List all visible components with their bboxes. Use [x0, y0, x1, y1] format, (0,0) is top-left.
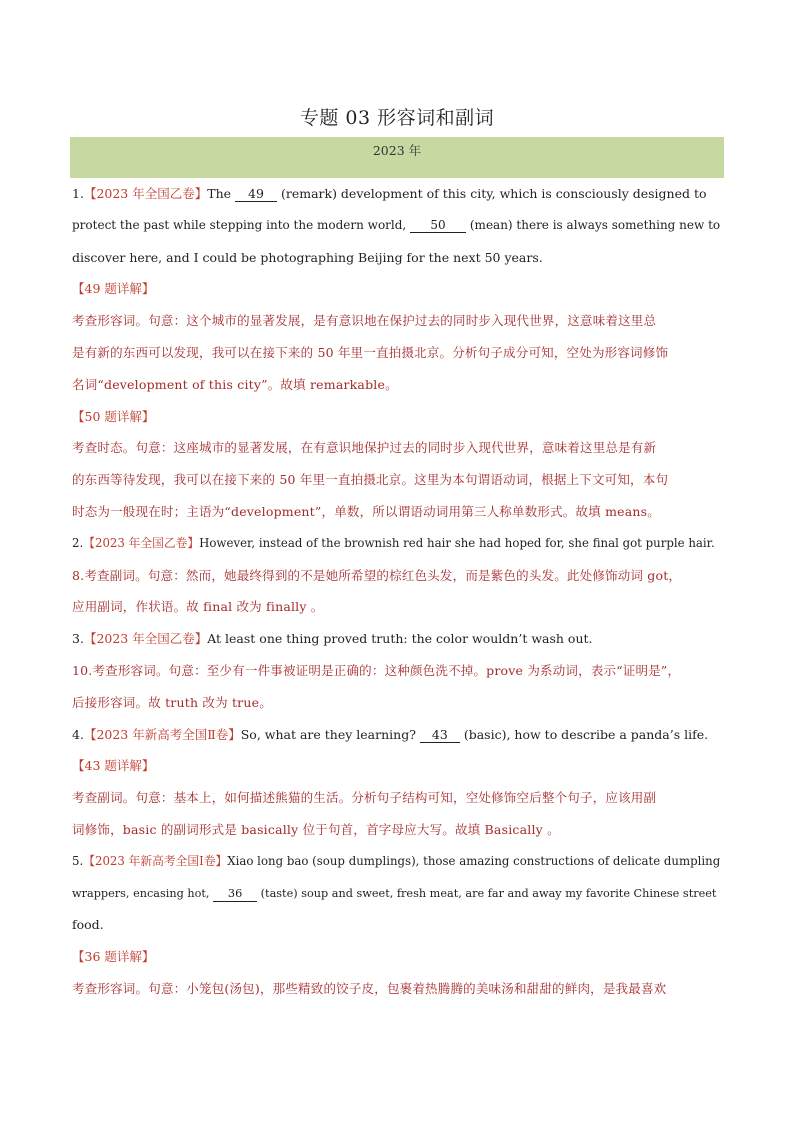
question-number: 3. — [72, 631, 84, 647]
page-title: 专题 03 形容词和副词 — [299, 107, 495, 129]
question-text: wrappers, encasing hot, — [72, 886, 214, 900]
detail-36-line-1: 考查形容词。句意：小笼包(汤包)，那些精致的饺子皮，包裹着热腾腾的美味汤和甜甜的鲜肉，是我最喜欢 — [72, 980, 667, 996]
question-text: (remark) development of this city, which is consciously designed to — [277, 186, 707, 201]
blank-49: 49 — [235, 187, 277, 202]
question-text: Xiao long bao (soup dumplings), those amazing constructions of delicate dumpling — [227, 853, 721, 868]
question-text: (taste) soup and sweet, fresh meat, are far and away my favorite Chinese street — [257, 886, 717, 900]
blank-50: 50 — [410, 218, 466, 233]
question-text: (basic), how to describe a panda’s life. — [459, 726, 709, 742]
question-text: At least one thing proved truth: the color wouldn’t wash out. — [207, 631, 593, 647]
question-text: The — [207, 186, 235, 201]
question-text: protect the past while stepping into the modern world, — [72, 217, 411, 232]
question-number: 4. — [72, 726, 84, 742]
q5-line-3: food. — [72, 917, 104, 933]
q1-line-3: discover here, and I could be photographing Beijing for the next 50 years. — [72, 249, 543, 265]
detail-50-line-1: 考查时态。句意：这座城市的显著发展，在有意识地保护过去的同时步入现代世界，意味着这里总是有新 — [72, 440, 657, 456]
detail-49-header: 【49 题详解】 — [72, 281, 155, 297]
q1-line-1 — [72, 178, 726, 210]
detail-49-line-1: 考查形容词。句意：这个城市的显著发展，是有意识地在保护过去的同时步入现代世界，这意味着这里总 — [72, 313, 657, 329]
detail-49-line-3: 名词“development of this city”。故填 remarkable。 — [72, 376, 398, 392]
q2-line — [72, 528, 726, 560]
q5-line-2 — [72, 878, 726, 910]
detail-43-line-2: 词修饰，basic 的副词形式是 basically 位于句首，首字母应大写。故填 Basically 。 — [72, 821, 560, 837]
q4-line — [72, 719, 726, 751]
blank-43: 43 — [420, 728, 460, 743]
detail-50-header: 【50 题详解】 — [72, 408, 155, 424]
detail-49-line-2: 是有新的东西可以发现，我可以在接下来的 50 年里一直拍摄北京。分析句子成分可知，空处为形容词修饰 — [72, 344, 669, 360]
question-number: 1. — [72, 186, 84, 201]
q2-answer-1: 8.考查副词。句意：然而，她最终得到的不是她所希望的棕红色头发，而是紫色的头发。此处修饰动词 got， — [72, 567, 682, 583]
question-text: However, instead of the brownish red hair she had hoped for, she final got purple hair. — [199, 535, 715, 550]
q2-answer-2: 应用副词，作状语。故 final 改为 finally 。 — [72, 599, 324, 615]
q5-line-1 — [72, 846, 726, 878]
blank-36: 36 — [213, 887, 257, 902]
year-label: 2023 年 — [372, 143, 422, 158]
detail-36-header: 【36 题详解】 — [72, 949, 155, 965]
q3-answer-2: 后接形容词。故 truth 改为 true。 — [72, 694, 272, 710]
question-source: 【2023 年全国乙卷】 — [83, 186, 208, 201]
detail-50-line-3: 时态为一般现在时；主语为“development”，单数，所以谓语动词用第三人称单数形式。故填 means。 — [72, 503, 660, 519]
question-source: 【2023 年新高考全国Ⅱ卷】 — [83, 726, 241, 742]
q1-line-2 — [72, 210, 726, 242]
question-number: 2. — [72, 535, 84, 550]
question-source: 【2023 年全国乙卷】 — [83, 535, 200, 550]
year-band — [70, 137, 724, 178]
content — [72, 178, 726, 1005]
detail-43-header: 【43 题详解】 — [72, 758, 155, 774]
question-number: 5. — [72, 853, 84, 868]
question-text: (mean) there is always something new to — [466, 217, 721, 232]
q3-answer-1: 10.考查形容词。句意：至少有一件事被证明是正确的：这种颜色洗不掉。prove 为系动词，表示“证明是”， — [72, 662, 681, 678]
question-text: So, what are they learning? — [240, 726, 420, 742]
q3-line — [72, 623, 726, 655]
question-source: 【2023 年新高考全国Ⅰ卷】 — [83, 853, 228, 868]
detail-50-line-2: 的东西等待发现，我可以在接下来的 50 年里一直拍摄北京。这里为本句谓语动词，根据上下文可知，本句 — [72, 472, 669, 488]
detail-43-line-1: 考查副词。句意：基本上，如何描述熊猫的生活。分析句子结构可知，空处修饰空后整个句子，应该用副 — [72, 790, 657, 806]
question-source: 【2023 年全国乙卷】 — [83, 631, 208, 647]
